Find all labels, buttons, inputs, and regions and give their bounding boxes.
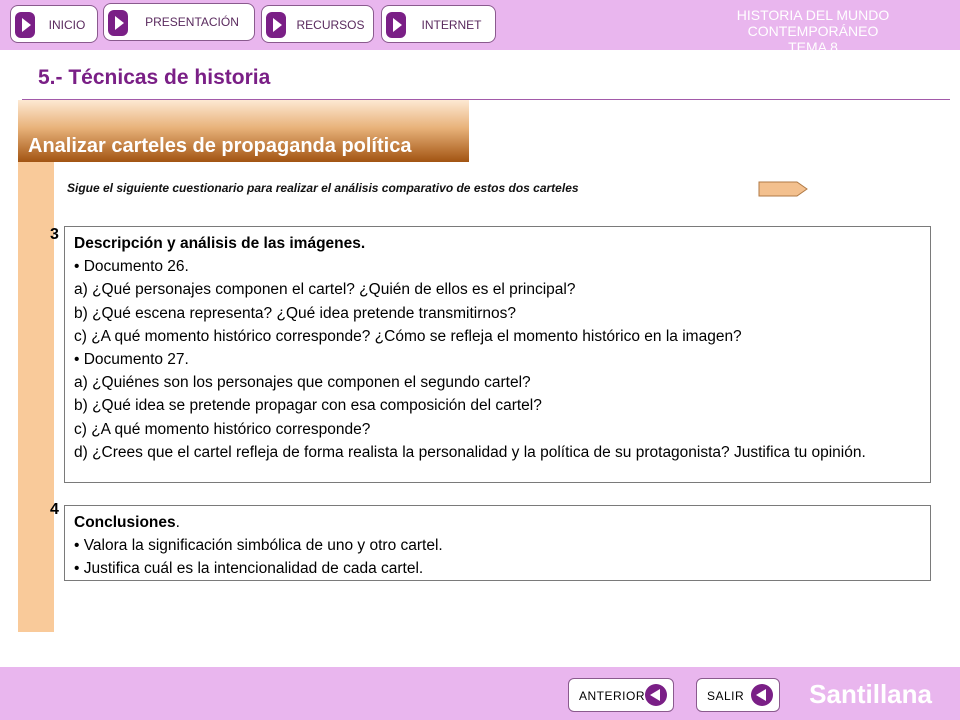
section-banner — [18, 100, 469, 162]
conclusion-line: • Valora la significación simbólica de uno y otro cartel. — [74, 537, 443, 555]
conclusion-line: • Justifica cuál es la intencionalidad de cada cartel. — [74, 560, 424, 578]
step-number-4: 4 — [50, 501, 59, 518]
salir-button[interactable] — [696, 678, 780, 712]
play-icon — [15, 12, 35, 38]
instruction-text: Sigue el siguiente cuestionario para realizar el análisis comparativo de estos dos carteles — [67, 181, 579, 195]
question-line: a) ¿Qué personajes componen el cartel? ¿Quién de ellos es el principal? — [74, 281, 576, 299]
description-analysis-box — [64, 226, 931, 483]
back-arrow-icon — [751, 684, 773, 706]
nav-internet-label: INTERNET — [421, 18, 482, 32]
nav-presentacion-label: PRESENTACIÓN — [145, 15, 239, 29]
conclusions-box — [64, 505, 931, 581]
anterior-button[interactable] — [568, 678, 674, 712]
section-banner-label: Analizar carteles de propaganda política — [28, 135, 412, 157]
side-stripe — [18, 162, 54, 632]
conclusions-heading-suffix: . — [175, 514, 180, 531]
nav-recursos-button[interactable] — [261, 5, 374, 43]
question-line: b) ¿Qué idea se pretende propagar con esa composición del cartel? — [74, 397, 542, 415]
question-line: b) ¿Qué escena representa? ¿Qué idea pretende transmitirnos? — [74, 304, 516, 322]
question-line: c) ¿A qué momento histórico corresponde? — [74, 420, 371, 438]
description-heading: Descripción y análisis de las imágenes. — [74, 235, 366, 252]
brand-logo: Santillana — [809, 679, 932, 709]
course-title — [678, 7, 948, 55]
question-line: a) ¿Quiénes son los personajes que componen el segundo cartel? — [74, 374, 531, 392]
back-arrow-icon — [645, 684, 667, 706]
nav-presentacion-button[interactable] — [103, 3, 255, 41]
salir-label: SALIR — [707, 689, 745, 703]
nav-recursos-label: RECURSOS — [296, 18, 365, 32]
play-icon — [386, 12, 406, 38]
nav-internet-button[interactable] — [381, 5, 496, 43]
question-line: • Documento 26. — [74, 258, 189, 276]
next-arrow-button[interactable] — [757, 180, 809, 198]
play-icon — [266, 12, 286, 38]
conclusions-heading: Conclusiones — [74, 514, 176, 531]
question-line: • Documento 27. — [74, 351, 189, 369]
conclusions-heading-row — [74, 511, 921, 534]
page-title: 5.- Técnicas de historia — [38, 66, 271, 89]
step-number-3: 3 — [50, 226, 59, 243]
anterior-label: ANTERIOR — [579, 689, 646, 703]
play-icon — [108, 10, 128, 36]
nav-inicio-label: INICIO — [48, 18, 86, 32]
course-title-line1: HISTORIA DEL MUNDO CONTEMPORÁNEO — [736, 7, 890, 39]
nav-inicio-button[interactable] — [10, 5, 98, 43]
course-title-line2: TEMA 8 — [788, 39, 838, 55]
question-line: d) ¿Crees que el cartel refleja de forma realista la personalidad y la política de su protagonista? Justifica tu opinión. — [74, 443, 866, 461]
question-line: c) ¿A qué momento histórico corresponde? ¿Cómo se refleja el momento histórico en la imagen? — [74, 327, 742, 345]
